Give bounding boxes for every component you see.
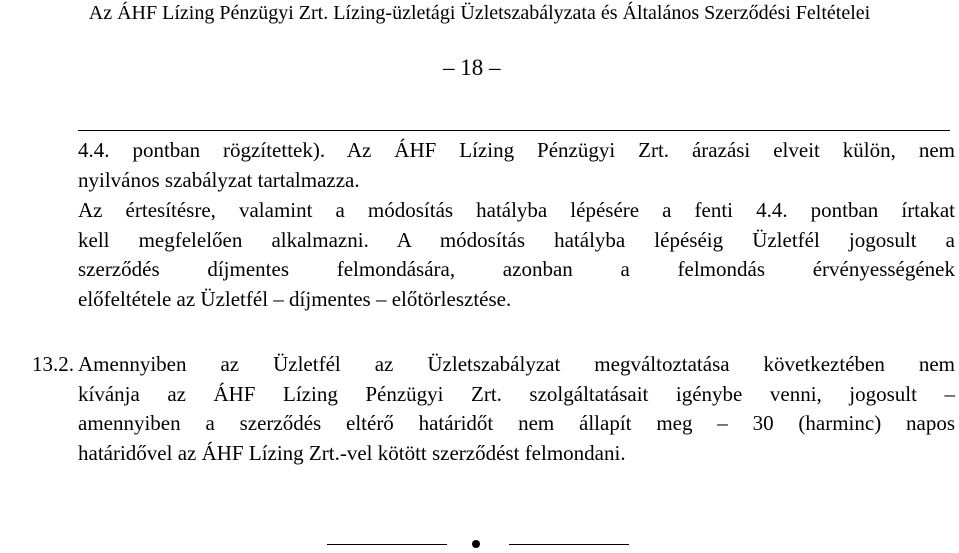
paragraph-line: előfeltétele az Üzletfél – díjmentes – előtörlesztése. (78, 286, 512, 311)
document-header: Az ÁHF Lízing Pénzügyi Zrt. Lízing-üzletági Üzletszabályzata és Általános Szerződési Feltételei (88, 2, 871, 24)
paragraph-line: kell megfelelően alkalmazni. A módosítás hatályba lépéséig Üzletfél jogosult a (78, 227, 955, 252)
paragraph-line: határidővel az ÁHF Lízing Zrt.-vel kötött szerződést felmondani. (78, 440, 626, 465)
paragraph-pricing (78, 136, 955, 195)
page-number-dash-right: – (489, 55, 501, 80)
footer-ornament (327, 536, 629, 548)
page-number (443, 55, 501, 81)
paragraph-line: amennyiben a szerződés eltérő határidőt nem állapít meg – 30 (harminc) napos (78, 411, 955, 435)
section-number: 13.2. (32, 352, 74, 376)
paragraph-line: Amennyiben az Üzletfél az Üzletszabályzat megváltoztatása következtében nem (78, 352, 955, 376)
header-divider (78, 130, 950, 131)
paragraph-line: Az értesítésre, valamint a módosítás hatályba lépésére a fenti 4.4. pontban írtakat (78, 198, 955, 222)
paragraph-line: 4.4. pontban rögzítettek). Az ÁHF Lízing Pénzügyi Zrt. árazási elveit külön, nem (78, 138, 955, 162)
paragraph-notification (78, 196, 955, 314)
paragraph-line: szerződés díjmentes felmondására, azonban a felmondás érvényességének (78, 257, 955, 281)
paragraph-line: kívánja az ÁHF Lízing Pénzügyi Zrt. szolgáltatásait igénybe venni, jogosult – (78, 381, 955, 406)
paragraph-termination (78, 350, 955, 468)
footer-rule-right (509, 544, 629, 545)
footer-dot-icon (472, 540, 480, 548)
page-number-value: 18 (460, 55, 484, 80)
page-number-dash-left: – (443, 55, 455, 80)
paragraph-line: nyilvános szabályzat tartalmazza. (78, 167, 360, 192)
footer-rule-left (327, 544, 447, 545)
